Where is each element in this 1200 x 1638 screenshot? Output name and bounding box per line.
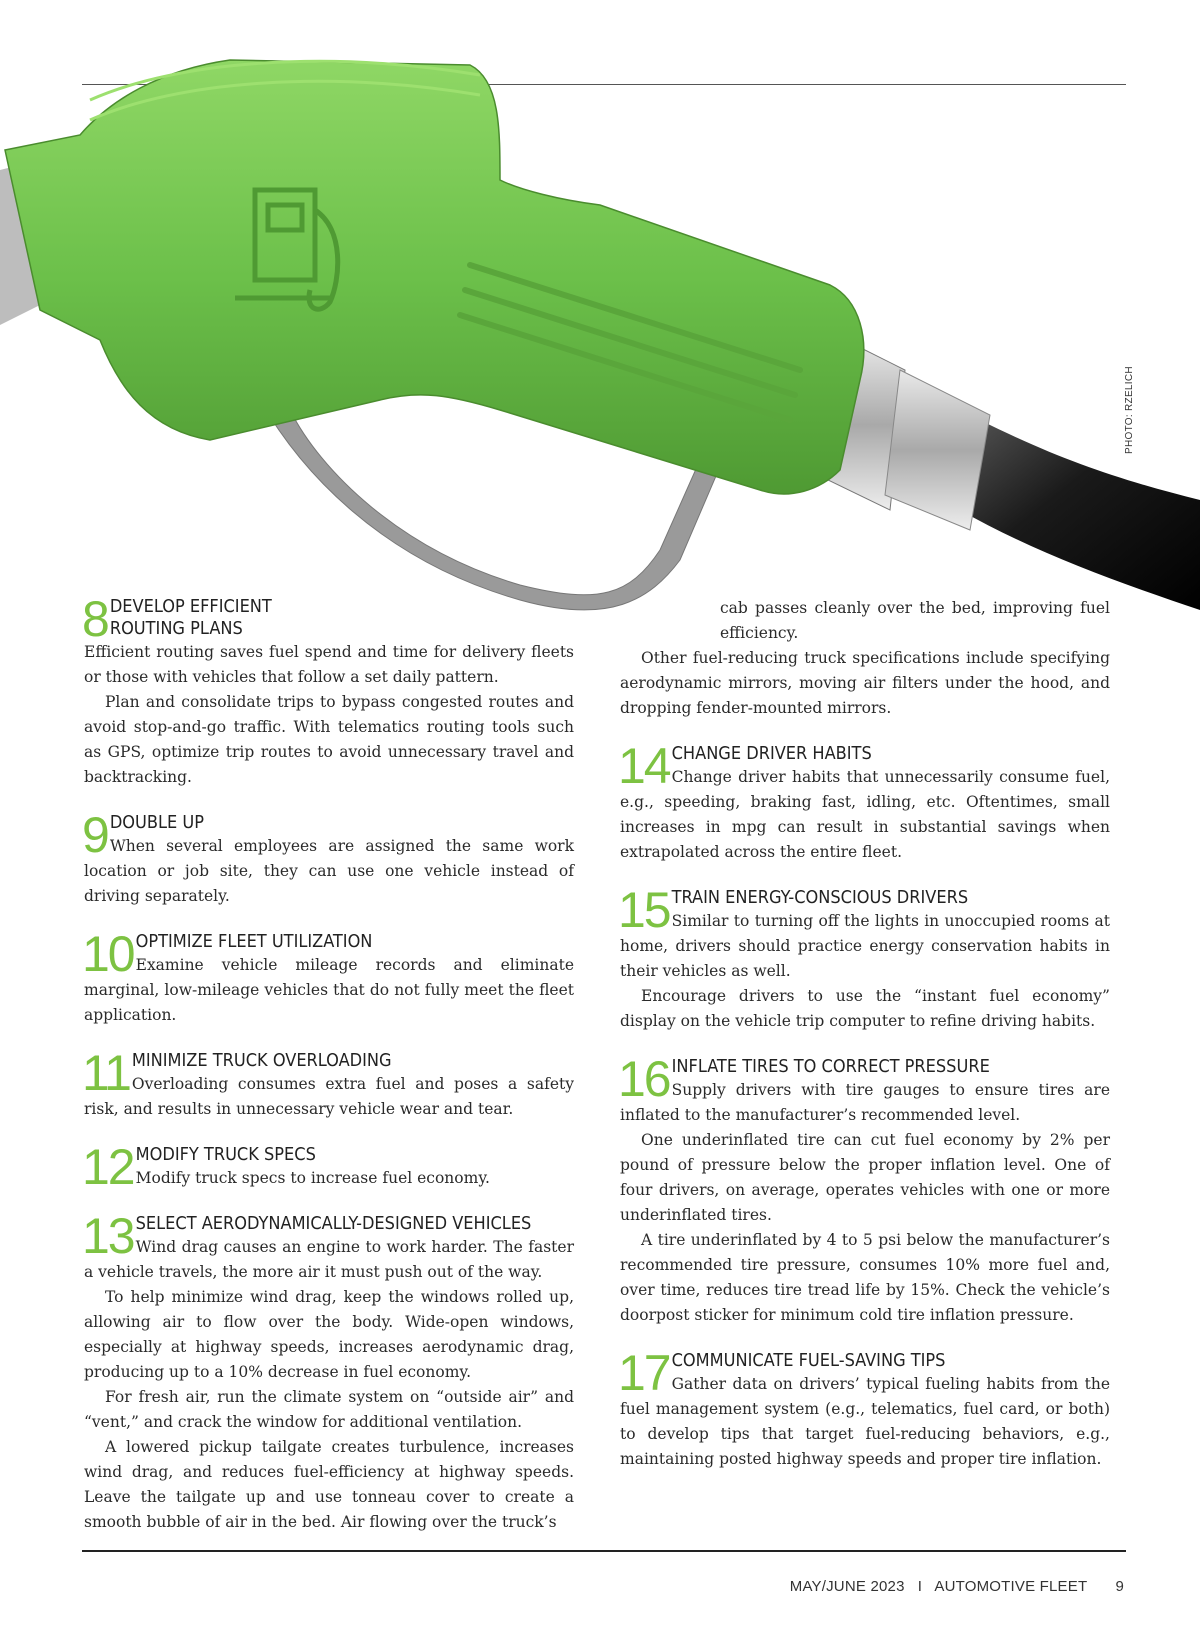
tip-paragraph: cab passes cleanly over the bed, improving fuel efficiency. bbox=[720, 599, 1110, 642]
tip-paragraph: A tire underinflated by 4 to 5 psi below the manufacturer’s recommended tire pressure, consumes 10% more fuel and, over time, reduces tire tread life by 15%. Check the vehicle’s doorpost sticker for minimum cold tire inflation pressure. bbox=[620, 1231, 1110, 1324]
tip-9 bbox=[82, 807, 574, 909]
tip-paragraph: Encourage drivers to use the “instant fuel economy” display on the vehicle trip computer to refine driving habits. bbox=[620, 987, 1110, 1030]
tip-number: 11 bbox=[82, 1045, 130, 1101]
tip-17 bbox=[618, 1345, 1110, 1472]
tip-paragraph: A lowered pickup tailgate creates turbulence, increases wind drag, and reduces fuel-efficiency at highway speeds. Leave the tailgate up and use tonneau cover to create a smooth bubble of air in the bed. Air flowing over the truck’s bbox=[84, 1438, 574, 1531]
tip-paragraph: One underinflated tire can cut fuel economy by 2% per pound of pressure below the proper inflation level. One of four drivers, on average, operates vehicles with one or more underinflated tires. bbox=[620, 1131, 1110, 1224]
tip-paragraph: When several employees are assigned the same work location or job site, they can use one vehicle instead of driving separately. bbox=[84, 837, 574, 905]
tip-number: 9 bbox=[82, 807, 108, 863]
tip-13-continued bbox=[620, 596, 1110, 721]
tip-number: 17 bbox=[618, 1345, 670, 1401]
tip-paragraph: Similar to turning off the lights in unoccupied rooms at home, drivers should practice energy conservation habits in their vehicles as well. bbox=[620, 912, 1110, 980]
tip-13 bbox=[82, 1208, 574, 1535]
tip-number: 10 bbox=[82, 926, 134, 982]
page-footer bbox=[790, 1578, 1124, 1595]
page-number: 9 bbox=[1115, 1578, 1124, 1595]
tip-paragraph: Supply drivers with tire gauges to ensure tires are inflated to the manufacturer’s recommended level. bbox=[620, 1081, 1110, 1124]
tip-heading: INFLATE TIRES TO CORRECT PRESSURE bbox=[671, 1056, 990, 1077]
issue-date: MAY/JUNE 2023 bbox=[789, 1578, 905, 1595]
tip-number: 13 bbox=[82, 1208, 134, 1264]
tip-heading: MODIFY TRUCK SPECS bbox=[135, 1144, 316, 1165]
tip-paragraph: Plan and consolidate trips to bypass congested routes and avoid stop-and-go traffic. With telematics routing tools such as GPS, optimize trip routes to avoid unnecessary travel and backtracking. bbox=[84, 693, 574, 786]
tip-paragraph: For fresh air, run the climate system on “outside air” and “vent,” and crack the window for additional ventilation. bbox=[84, 1388, 574, 1431]
tip-14 bbox=[618, 738, 1110, 865]
tip-11 bbox=[82, 1045, 574, 1122]
tip-paragraph: Modify truck specs to increase fuel economy. bbox=[135, 1169, 490, 1187]
tip-paragraph: Other fuel-reducing truck specifications include specifying aerodynamic mirrors, moving air filters under the hood, and dropping fender-mounted mirrors. bbox=[620, 649, 1110, 717]
tip-paragraph: Efficient routing saves fuel spend and time for delivery fleets or those with vehicles that follow a set daily pattern. bbox=[84, 643, 574, 686]
tip-paragraph: Gather data on drivers’ typical fueling habits from the fuel management system (e.g., telematics, fuel card, or both) to develop tips that target fuel-reducing behaviors, e.g., maintaining posted highway speeds and proper tire inflation. bbox=[620, 1375, 1110, 1468]
right-column bbox=[620, 596, 1110, 1494]
tip-paragraph: Change driver habits that unnecessarily consume fuel, e.g., speeding, braking fast, idling, etc. Oftentimes, small increases in mpg can result in substantial savings when extrapolated across the entire fleet. bbox=[620, 768, 1110, 861]
tip-paragraph: Overloading consumes extra fuel and poses a safety risk, and results in unnecessary vehicle wear and tear. bbox=[84, 1075, 574, 1118]
tip-number: 12 bbox=[82, 1139, 134, 1195]
tip-heading bbox=[82, 591, 574, 647]
tip-heading: COMMUNICATE FUEL-SAVING TIPS bbox=[671, 1350, 946, 1371]
tip-8 bbox=[82, 591, 574, 790]
tip-heading: TRAIN ENERGY-CONSCIOUS DRIVERS bbox=[671, 887, 969, 908]
tip-heading-line: ROUTING PLANS bbox=[109, 618, 243, 639]
tip-heading: CHANGE DRIVER HABITS bbox=[671, 743, 872, 764]
footer-separator: I bbox=[917, 1578, 923, 1595]
tip-15 bbox=[618, 882, 1110, 1034]
tip-paragraph: Wind drag causes an engine to work harder. The faster a vehicle travels, the more air it must push out of the way. bbox=[84, 1238, 574, 1281]
tip-number: 14 bbox=[618, 738, 670, 794]
tip-number: 8 bbox=[82, 591, 108, 647]
tip-10 bbox=[82, 926, 574, 1028]
left-column bbox=[82, 591, 574, 1557]
tip-number: 15 bbox=[618, 882, 670, 938]
bottom-rule bbox=[82, 1550, 1126, 1552]
tip-heading: MINIMIZE TRUCK OVERLOADING bbox=[131, 1050, 392, 1071]
tip-heading: OPTIMIZE FLEET UTILIZATION bbox=[135, 931, 373, 952]
tip-16 bbox=[618, 1051, 1110, 1328]
tip-heading-line: DEVELOP EFFICIENT bbox=[109, 596, 272, 617]
fuel-nozzle-photo bbox=[0, 40, 1200, 647]
tip-paragraph: To help minimize wind drag, keep the windows rolled up, allowing air to flow over the body. Wide-open windows, especially at highway speeds, increases aerodynamic drag, producing up to a 10% decrease in fuel economy. bbox=[84, 1288, 574, 1381]
tip-number: 16 bbox=[618, 1051, 670, 1107]
tip-12 bbox=[82, 1139, 574, 1195]
publication-name: AUTOMOTIVE FLEET bbox=[934, 1578, 1088, 1595]
tip-heading: SELECT AERODYNAMICALLY-DESIGNED VEHICLES bbox=[135, 1213, 532, 1234]
photo-credit: PHOTO: RZELICH bbox=[1124, 366, 1135, 454]
tip-paragraph: Examine vehicle mileage records and eliminate marginal, low-mileage vehicles that do not fully meet the fleet application. bbox=[84, 956, 574, 1024]
tip-heading: DOUBLE UP bbox=[109, 812, 205, 833]
